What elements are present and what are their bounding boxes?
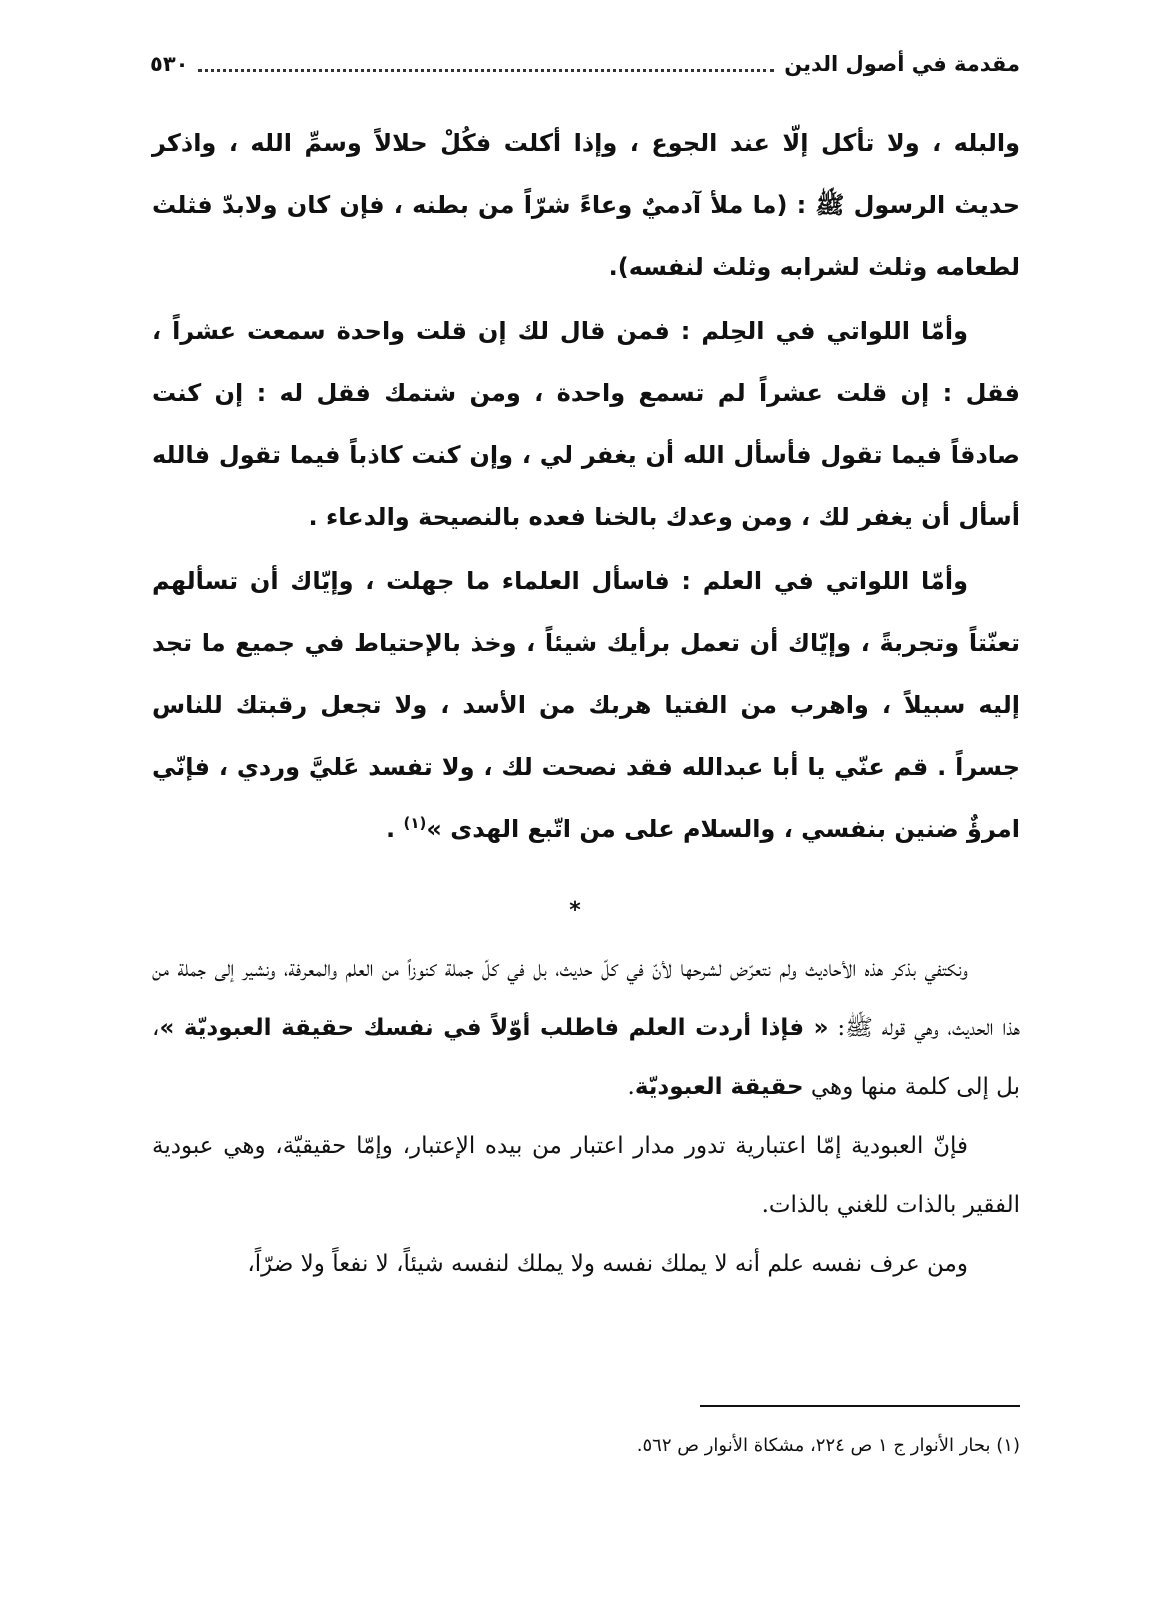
closing-period: . bbox=[386, 815, 404, 843]
section-separator-star: * bbox=[569, 898, 581, 923]
commentary-end: . bbox=[627, 1074, 635, 1100]
paragraph-commentary bbox=[152, 940, 1020, 1117]
footnote-divider bbox=[700, 1405, 1020, 1407]
quoted-hadith: « فإذا أردت العلم فاطلب أوّلاً في نفسك حقيقة العبوديّة » bbox=[159, 1015, 829, 1041]
key-term: حقيقة العبوديّة bbox=[634, 1074, 804, 1100]
paragraph-servitude-types: فإنّ العبودية إمّا اعتبارية تدور مدار اعتبار من بيده الإعتبار، وإمّا حقيقيّة، وهي عبودية الفقير بالذات للغني بالذات. bbox=[152, 1133, 1020, 1218]
paragraph-self-knowledge: ومن عرف نفسه علم أنه لا يملك نفسه ولا يملك لنفسه شيئاً، لا نفعاً ولا ضرّاً، bbox=[247, 1251, 968, 1277]
commentary-text-block bbox=[152, 940, 1020, 1294]
running-title: مقدمة في أصول الدين bbox=[784, 52, 1020, 76]
paragraph-eating-hadith: والبله ، ولا تأكل إلّا عند الجوع ، وإذا أكلت فكُلْ حلالاً وسمِّ الله ، واذكر حديث الرسول ﷺ : (ما ملأ آدميٌ وعاءً شرّاً من بطنه ، فإن كان ولابدّ فثلث لطعامه وثلث لشرابه وثلث لنفسه). bbox=[152, 129, 1020, 281]
paragraph-knowledge-text: وأمّا اللواتي في العلم : فاسأل العلماء ما جهلت ، وإيّاك أن تسألهم تعنّتاً وتجربةً ، وإيّاك أن تعمل برأيك شيئاً ، وخذ بالإحتياط في جميع ما تجد إليه سبيلاً ، واهرب من الفتيا هربك من الأسد ، ولا تجعل رقبتك للناس جسراً . قم عنّي يا أبا عبدالله فقد نصحت لك ، ولا تفسد عَليَّ وردي ، فإنّي امرؤٌ ضنين بنفسي ، والسلام على من اتّبع الهدى » bbox=[152, 567, 1020, 843]
paragraph-knowledge bbox=[152, 550, 1020, 860]
footnote: (١) بحار الأنوار ج ١ ص ٢٢٤، مشكاة الأنوار ص ٥٦٢. bbox=[636, 1435, 1020, 1456]
header-dot-leader bbox=[198, 69, 774, 72]
commentary-middle: ، بل إلى كلمة منها وهي bbox=[152, 1015, 1020, 1100]
paragraph-forbearance: وأمّا اللواتي في الحِلم : فمن قال لك إن قلت واحدة سمعت عشراً ، فقل : إن قلت عشراً لم تسمع واحدة ، ومن شتمك فقل له : إن كنت صادقاً فيما تقول فأسأل الله أن يغفر لي ، وإن كنت كاذباً فيما تقول فالله أسأل أن يغفر لك ، ومن وعدك بالخنا فعده بالنصيحة والدعاء . bbox=[152, 317, 1020, 531]
hadith-text-block bbox=[152, 112, 1020, 862]
commentary-intro: ونكتفي بذكر هذه الأحاديث ولم نتعرّض لشرحها لأنّ في كلّ حديث، بل في كلّ جملة كنوزاً من العلم والمعرفة، ونشير إلى جملة من هذا الحديث، وهي قوله ﷺ: bbox=[152, 956, 1020, 1041]
page-number: ٥٣٠ bbox=[150, 52, 189, 76]
page-header bbox=[150, 44, 1020, 84]
footnote-reference: (١) bbox=[403, 814, 427, 832]
